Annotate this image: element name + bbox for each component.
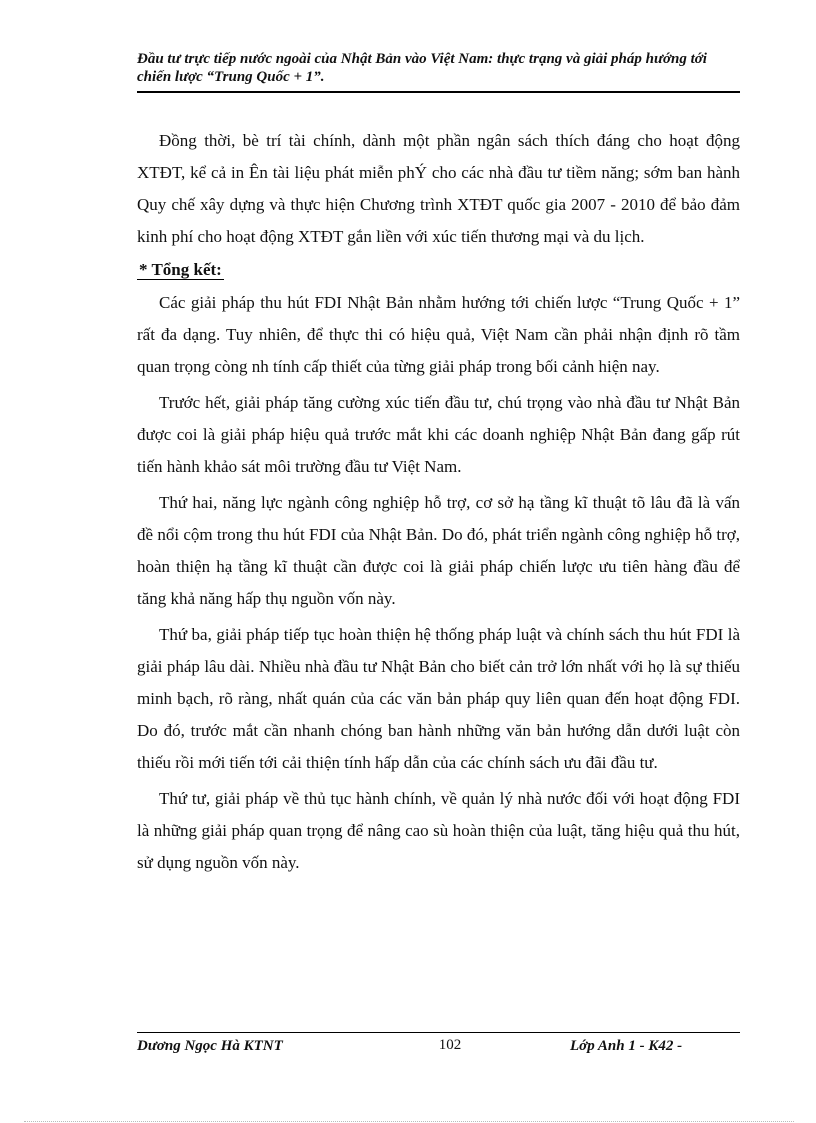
page-number: 102 — [438, 1037, 462, 1053]
footer-author: Dương Ngọc Hà KTNT — [137, 1038, 283, 1054]
paragraph-intro: Đồng thời, bè trí tài chính, dành một phần ngân sách thích đáng cho hoạt động XTĐT, kể cả in Ên tài liệu phát miễn phÝ cho các nhà đầu tư tiềm năng; sớm ban hành Quy chế xây dựng và thực hiện Chương trình XTĐT quốc gia 2007 - 2010 để bảo đảm kinh phí cho hoạt động XTĐT gắn liền với xúc tiến thương mại và du lịch. — [137, 131, 740, 246]
paragraph-third-solution: Thứ ba, giải pháp tiếp tục hoàn thiện hệ thống pháp luật và chính sách thu hút FDI là giải pháp lâu dài. Nhiều nhà đầu tư Nhật Bản cho biết cản trở lớn nhất với họ là sự thiếu minh bạch, rõ ràng, nhất quán của các văn bản pháp quy liên quan đến hoạt động FDI. Do đó, trước mắt cần nhanh chóng ban hành những văn bản hướng dẫn dưới luật còn thiếu rồi mới tiến tới cải thiện tính hấp dẫn của các chính sách ưu đãi đầu tư. — [137, 625, 740, 772]
page-header-title: Đầu tư trực tiếp nước ngoài của Nhật Bản vào Việt Nam: thực trạng và giải pháp hướng tới chiến lược “Trung Quốc + 1”. — [137, 51, 707, 85]
paragraph-second-solution: Thứ hai, năng lực ngành công nghiệp hỗ trợ, cơ sở hạ tầng kĩ thuật tõ lâu đã là vấn đề nổi cộm trong thu hút FDI của Nhật Bản. Do đó, phát triển ngành công nghiệp hỗ trợ, hoàn thiện hạ tầng kĩ thuật cần được coi là giải pháp chiến lược ưu tiên hàng đầu để tăng khả năng hấp thụ nguồn vốn này. — [137, 493, 740, 608]
paragraph-first-solution: Trước hết, giải pháp tăng cường xúc tiến đầu tư, chú trọng vào nhà đầu tư Nhật Bản được coi là giải pháp hiệu quả trước mắt khi các doanh nghiệp Nhật Bản đang gấp rút tiến hành khảo sát môi trường đầu tư Việt Nam. — [137, 393, 740, 476]
page-bottom-dotted-border — [24, 1121, 794, 1122]
section-heading — [137, 257, 740, 283]
paragraph-fourth-solution: Thứ tư, giải pháp về thủ tục hành chính, về quản lý nhà nước đối với hoạt động FDI là những giải pháp quan trọng để nâng cao sù hoàn thiện của luật, tăng hiệu quả thu hút, sử dụng nguồn vốn này. — [137, 789, 740, 872]
footer-class: Lớp Anh 1 - K42 - — [570, 1038, 683, 1054]
document-body — [137, 125, 740, 883]
paragraph-summary: Các giải pháp thu hút FDI Nhật Bản nhằm hướng tới chiến lược “Trung Quốc + 1” rất đa dạng. Tuy nhiên, để thực thi có hiệu quả, Việt Nam cần phải nhận định rõ tầm quan trọng còng nh tính cấp thiết của từng giải pháp trong bối cảnh hiện nay. — [137, 293, 740, 376]
section-heading-label: * Tổng kết: — [139, 260, 222, 279]
header-divider — [137, 91, 740, 93]
footer-divider — [137, 1032, 740, 1033]
